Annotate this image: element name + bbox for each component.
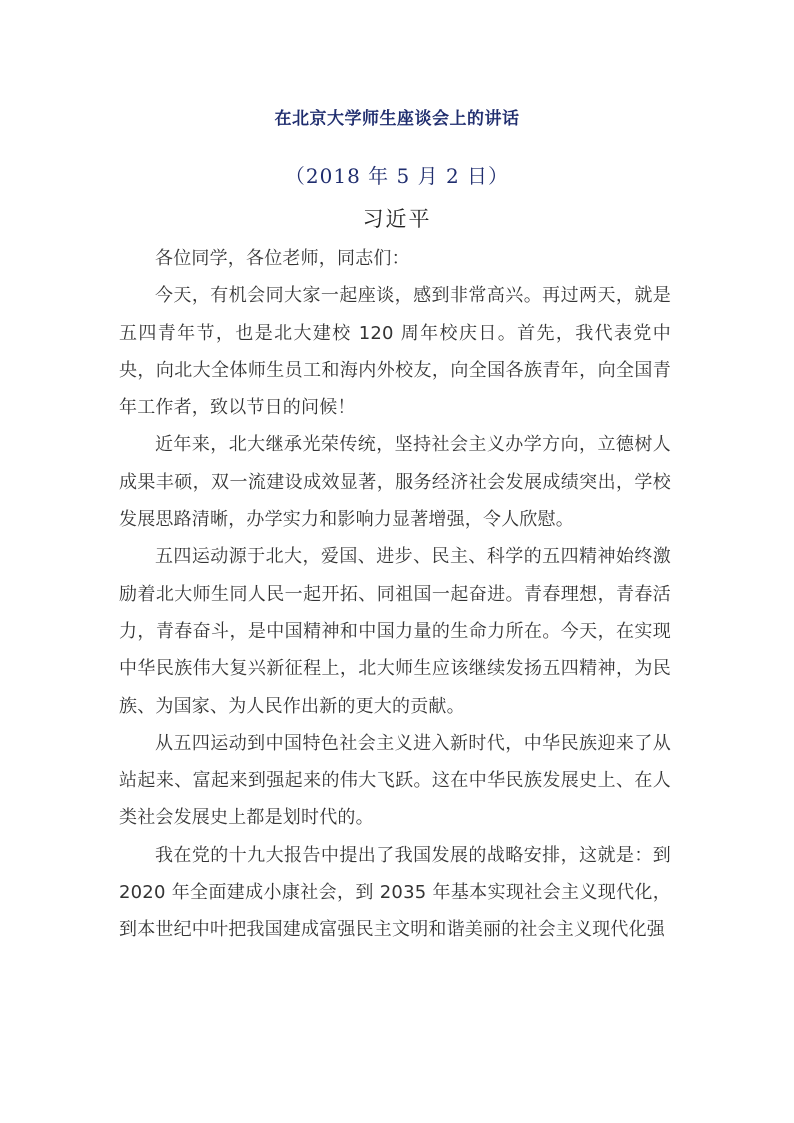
paragraph-new-era: 从五四运动到中国特色社会主义进入新时代，中华民族迎来了从站起来、富起来到强起来的伟大飞跃。这在中华民族发展史上、在人类社会发展史上都是划时代的。 (119, 732, 671, 829)
paragraph-salutation: 各位同学，各位老师，同志们： (155, 248, 410, 269)
paragraph-achievements: 近年来，北大继承光荣传统，坚持社会主义办学方向，立德树人成果丰硕，双一流建设成效显著，服务经济社会发展成绩突出，学校发展思路清晰，办学实力和影响力显著增强，令人欣慰。 (119, 434, 671, 531)
speech-author: 习近平 (362, 207, 432, 231)
paragraph-strategy: 我在党的十九大报告中提出了我国发展的战略安排，这就是：到 2020 年全面建成小康社会，到 2035 年基本实现社会主义现代化，到本世纪中叶把我国建成富强民主文明和谐美丽的社会主义现代化强 (119, 844, 671, 941)
speech-body (119, 240, 671, 949)
speech-date: （2018 年 5 月 2 日） (284, 164, 510, 188)
paragraph-may-fourth-spirit: 五四运动源于北大，爱国、进步、民主、科学的五四精神始终激励着北大师生同人民一起开拓、同祖国一起奋进。青春理想，青春活力，青春奋斗，是中国精神和中国力量的生命力所在。今天，在实现中华民族伟大复兴新征程上，北大师生应该继续发扬五四精神，为民族、为国家、为人民作出新的更大的贡献。 (119, 546, 671, 717)
speech-title: 在北京大学师生座谈会上的讲话 (274, 109, 520, 129)
paragraph-greeting: 今天，有机会同大家一起座谈，感到非常高兴。再过两天，就是五四青年节，也是北大建校 120 周年校庆日。首先，我代表党中央，向北大全体师生员工和海内外校友，向全国各族青年，向全国青年工作者，致以节日的问候！ (119, 285, 671, 419)
